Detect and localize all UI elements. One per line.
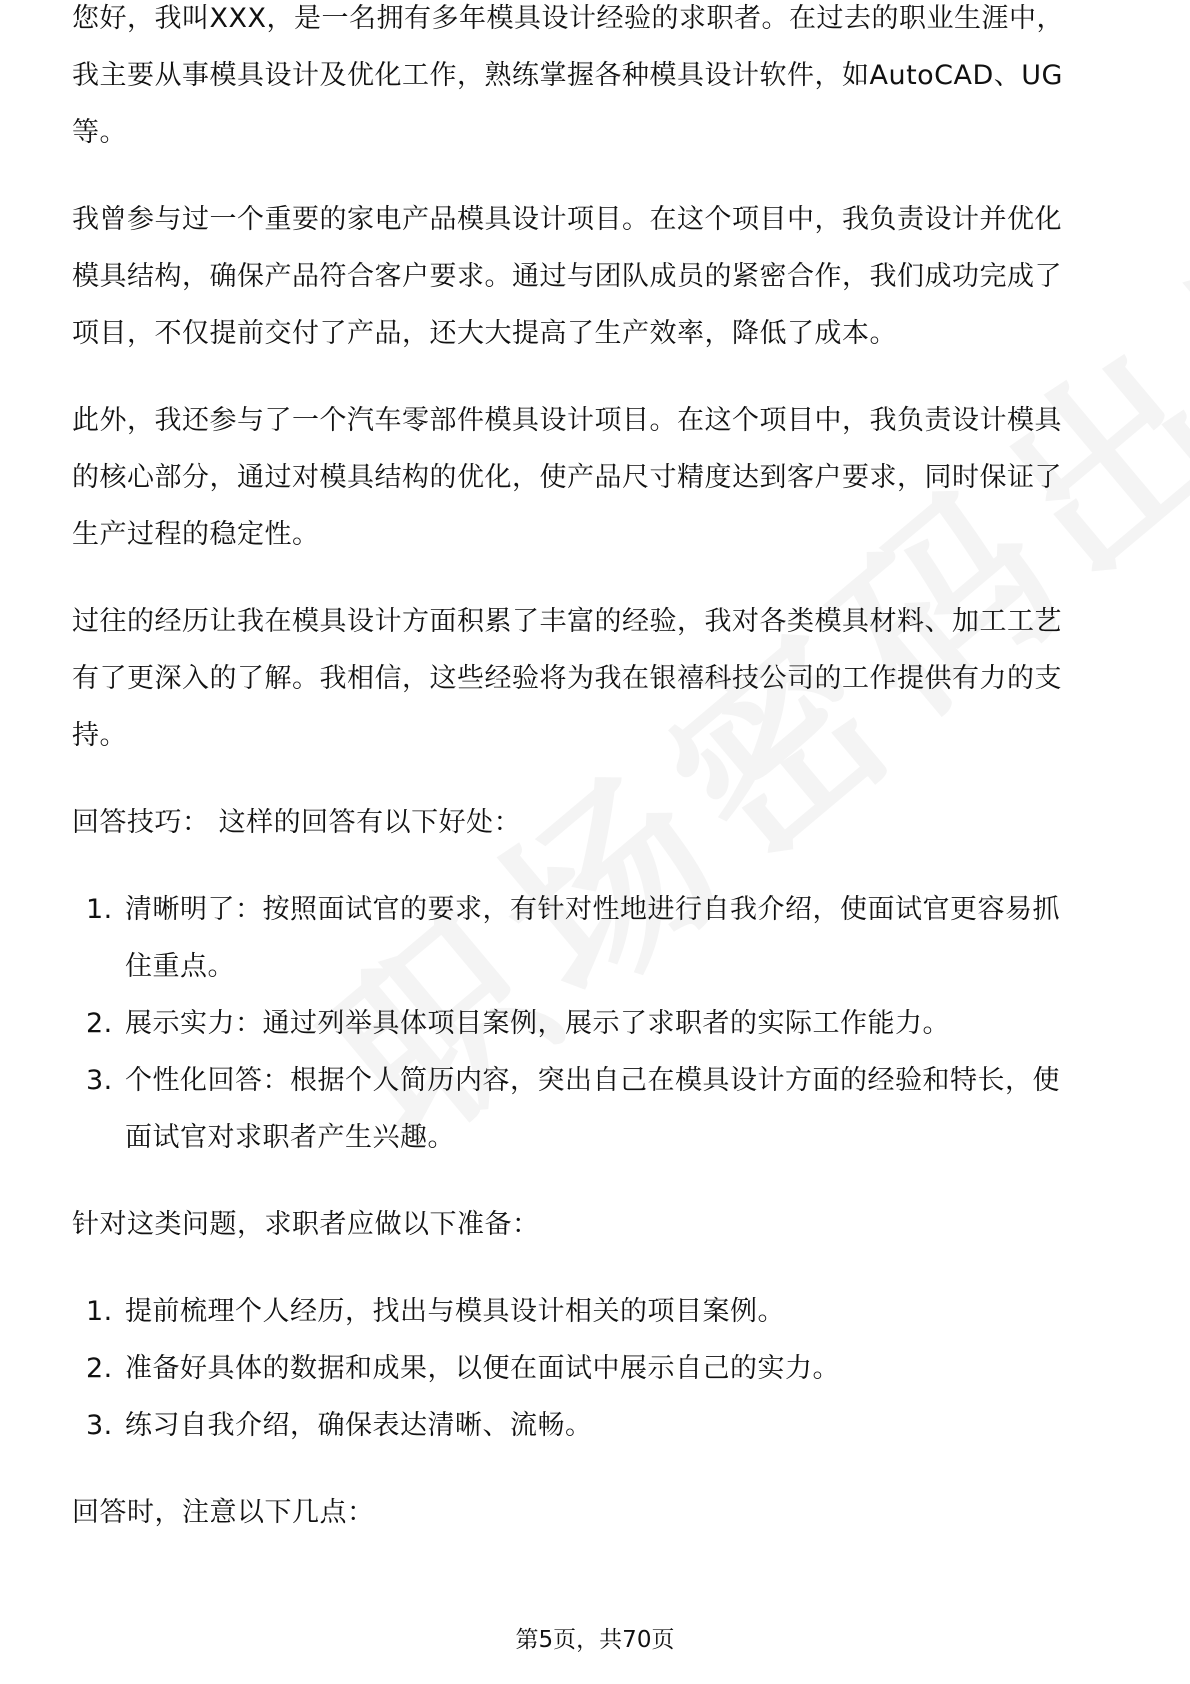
text-line: 持。 [72, 720, 127, 751]
list-item [72, 1340, 1118, 1397]
text-line: 展示实力：通过列举具体项目案例，展示了求职者的实际工作能力。 [125, 1008, 950, 1039]
text-line: 练习自我介绍，确保表达清晰、流畅。 [125, 1410, 593, 1441]
text-line: 等。 [72, 117, 127, 148]
paragraph-experience-summary [72, 593, 1118, 764]
text-line: 此外，我还参与了一个汽车零部件模具设计项目。在这个项目中，我负责设计模具 [72, 405, 1062, 436]
paragraph-intro [72, 0, 1118, 161]
paragraph-auto-parts-project [72, 392, 1118, 563]
text-line: 提前梳理个人经历，找出与模具设计相关的项目案例。 [125, 1296, 785, 1327]
text-line: 我主要从事模具设计及优化工作，熟练掌握各种模具设计软件，如AutoCAD、UG [72, 60, 1063, 91]
text-line: 住重点。 [125, 951, 235, 982]
text-line: 面试官对求职者产生兴趣。 [125, 1122, 455, 1153]
text-line: 生产过程的稳定性。 [72, 519, 320, 550]
document-body [72, 3, 1118, 1571]
list-item [72, 1397, 1118, 1454]
text-line: 您好，我叫XXX，是一名拥有多年模具设计经验的求职者。在过去的职业生涯中， [72, 3, 1064, 34]
text-line: 个性化回答：根据个人简历内容，突出自己在模具设计方面的经验和特长，使 [125, 1065, 1060, 1096]
list-number: 1. [86, 1296, 113, 1327]
text-line: 有了更深入的了解。我相信，这些经验将为我在银禧科技公司的工作提供有力的支 [72, 663, 1062, 694]
list-number: 2. [86, 1353, 113, 1384]
tips-heading: 回答技巧： 这样的回答有以下好处： [72, 807, 522, 838]
prep-heading: 针对这类问题，求职者应做以下准备： [72, 1209, 540, 1240]
text-line: 清晰明了：按照面试官的要求，有针对性地进行自我介绍，使面试官更容易抓 [125, 894, 1060, 925]
list-item [72, 995, 1118, 1052]
prep-list [72, 1283, 1118, 1454]
tips-list [72, 881, 1118, 1166]
text-line: 过往的经历让我在模具设计方面积累了丰富的经验，我对各类模具材料、加工工艺 [72, 606, 1062, 637]
text-line: 准备好具体的数据和成果，以便在面试中展示自己的实力。 [125, 1353, 840, 1384]
page-number: 第5页，共70页 [515, 1627, 675, 1653]
list-item [72, 1052, 1118, 1166]
list-item [72, 1283, 1118, 1340]
paragraph-appliance-project [72, 191, 1118, 362]
list-number: 2. [86, 1008, 113, 1039]
text-line: 我曾参与过一个重要的家电产品模具设计项目。在这个项目中，我负责设计并优化 [72, 204, 1062, 235]
text-line: 模具结构，确保产品符合客户要求。通过与团队成员的紧密合作，我们成功完成了 [72, 261, 1062, 292]
list-number: 3. [86, 1410, 113, 1441]
text-line: 的核心部分，通过对模具结构的优化，使产品尺寸精度达到客户要求，同时保证了 [72, 462, 1062, 493]
list-number: 3. [86, 1065, 113, 1096]
notes-heading: 回答时，注意以下几点： [72, 1497, 375, 1528]
list-item [72, 881, 1118, 995]
list-number: 1. [86, 894, 113, 925]
text-line: 项目，不仅提前交付了产品，还大大提高了生产效率，降低了成本。 [72, 318, 897, 349]
